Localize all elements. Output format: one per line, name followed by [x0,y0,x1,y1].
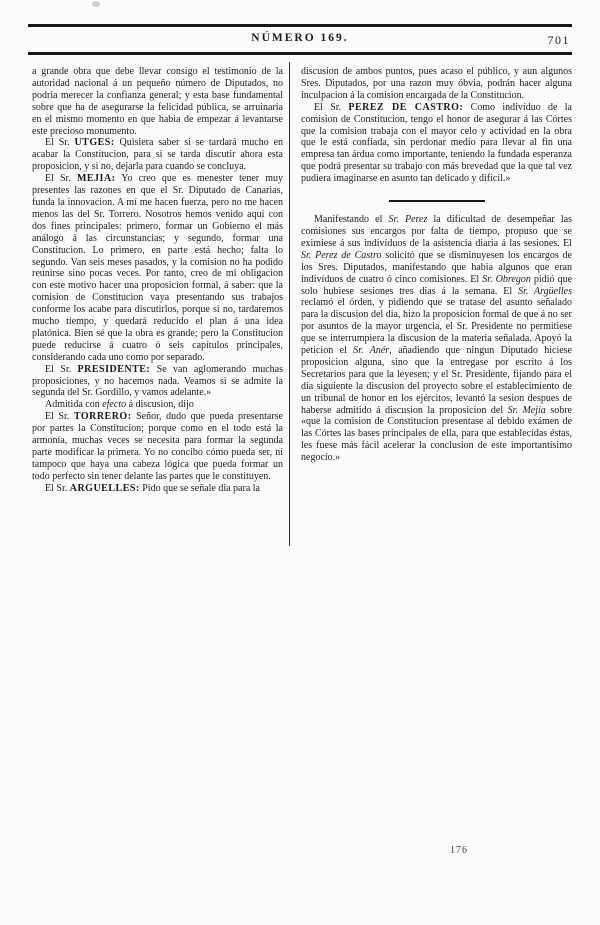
text-run: Señor, dudo que pueda presentarse por partes la Constitucion; porque como en el todo está la armonía, muchas veces se necesita para formar la segunda parte modificar la primera. Yo no concibo cómo pueda ser, ni tampoco que haya una cabeza lógica que pueda formar un todo perfecto sin tener delante las partes que le constituyen. [32,411,283,482]
text-run: El Sr. [45,411,74,423]
text-column-left [32,66,283,495]
text-run: a grande obra que debe llevar consigo el testimonio de la autoridad nacional á un pequeño número de Diputados, no podria merecer la confianza general; y esta base fundamental sobre que ha de asegurarse la felicidad pública, se arruinaria en el mismo momento en que habia de empezar á levantarse este precioso monumento. [32,66,283,137]
paragraph [32,173,283,364]
italic-run: Sr. Obregon [482,273,531,285]
page-number: 701 [547,33,570,47]
text-run: , añadiendo que ningun Diputado hiciese proposicion alguna, sino que la entregase por escrito á los Secretarios para que la leyesen; y el Sr. Presidente, fijando para el dia siguiente la discusion del proyecto sobre el establecimiento de un tribunal de honor en los ejércitos, levantó la sesion despues de haberse admitido á discusion la proposicion del [301,345,572,416]
text-run: discusion de ambos puntos, pues acaso el público, y aun algunos Sres. Diputados, por una razon muy óbvia, podrán hacer alguna inculpacion á la comision encargada de la Constitucion. [301,66,572,101]
text-run: Pido que se señale dia para la [139,482,260,494]
text-run: Yo creo que es menester tener muy presentes las razones en que el Sr. Diputado de Canarias, funda la innovacion. A mí me hacen fuerza, pero no me hacen menos las del Sr. Torrero. Nosotros hemos venido aquí con dos fines principales: primero, formar un Gobierno el más análogo á las circunstancias; y segundo, formar una Constitucion. Lo primero, en parte está hecho; falta lo segundo. Van seis meses pasados, y la comision no ha podido reunirse sino pocas veces. Por tanto, creo de mi obligacion con este motivo hacer una proposicion formal, á saber: que la comision de Constitucion vaya presentando sus trabajos conforme los acabe para discutirlos, porque si no, tardaremos mucho tiempo, y quedará reducido el plan á una idea platónica. Bien sé que la obra es grande; pero la Constitucion puede reducirse á cuatro ó seis capítulos principales, considerando cada uno como por separado. [32,173,283,363]
masthead [28,32,572,50]
masthead-rule-top [28,24,572,27]
paragraph [32,66,283,137]
text-run: á discusion, dijo [126,399,194,411]
issue-number: NÚMERO 169. [251,32,349,44]
signature-mark: 176 [450,845,468,856]
text-run: El Sr. [45,137,75,149]
paragraph [32,364,283,400]
speaker-name: ARGUELLES: [69,482,140,494]
italic-run: Sr. Anér [353,345,390,357]
paragraph [301,66,572,102]
text-run: pidió que solo hubiese sesiones tres dias á la semana. El [301,273,573,297]
text-run: Manifestando el [314,214,389,226]
text-run: sobre «que la comision de Constitucion presentase al debido exámen de las Córtes las bases principales de ella, para que establecidas éstas, les fuese más fácil acelerar la conclusion de este importantísimo negocio.» [301,404,572,464]
speaker-name: PRESIDENTE: [77,363,151,375]
italic-run: Sr. Perez de Castro [301,249,382,261]
text-run: El Sr. [45,173,77,185]
masthead-rule-bottom [28,52,572,55]
italic-run: Sr. Perez [388,214,428,226]
speaker-name: TORRERO: [73,411,132,423]
speaker-name: PEREZ DE CASTRO: [348,101,464,113]
text-run: solicitó que se disminuyesen los encargos de los Sres. Diputados, manifestando que habia algunos que eran indivíduos de cuatro ó cinco comisiones. El [301,249,572,285]
text-run: Como indivíduo de la comision de Constitucion, tengo el honor de asegurar á las Córtes que la comision trabaja con el mayor celo y actividad en la obra que le está confiada, sin perdonar medio para llevar al fin una empresa tan árdua como importante, teniendo la fundada esperanza que podrá presentar su trabajo con más brevedad que la que tal vez pudiera imaginarse en asunto tan delicado y difícil.» [301,101,572,185]
speaker-name: UTGES: [74,137,115,149]
text-run: El Sr. [314,101,349,113]
speaker-name: MEJIA: [76,173,116,185]
text-run: Admitida con [45,399,103,411]
paragraph [32,411,283,482]
paragraph [301,214,572,464]
text-column-right [301,66,572,464]
paragraph [32,483,283,495]
text-run: El Sr. [45,482,70,494]
paragraph [32,399,283,411]
italic-run: efecto [102,399,127,411]
scan-artifact [91,0,100,8]
italic-run: Sr. Mejía [507,404,546,416]
text-run: reclamó el órden, y pidiendo que se tratase del asunto señalado para la discusion del dia, hizo la proposicion formal de que á no ser por asuntos de la mayor urgencia, el Sr. Presidente no permitiese que se interrumpiera la discusion de la materia señalada. Apoyó la peticion el [301,297,572,357]
paragraph [32,137,283,173]
section-divider-rule [389,200,485,202]
italic-run: Sr. Argüelles [518,285,573,297]
text-run: Quisiera saber si se tardará mucho en acabar la Constitucion, para si se tarda discutir ahora esta proposicion, y si no, dejarla para cuando se concluya. [32,137,283,173]
column-divider-rule [289,62,290,546]
text-run: la dificultad de desempeñar las comisiones sus encargos por falta de tiempo, propuso que se eximiese á sus indivíduos de la asistencia diaria á las sesiones. El [301,214,573,249]
paragraph [301,102,572,185]
text-run: El Sr. [45,363,78,375]
text-run: Se van aglomerando muchas proposiciones, y no hacemos nada. Veamos si se admite la segunda del Sr. Gordillo, y vamos adelante.» [32,363,284,399]
